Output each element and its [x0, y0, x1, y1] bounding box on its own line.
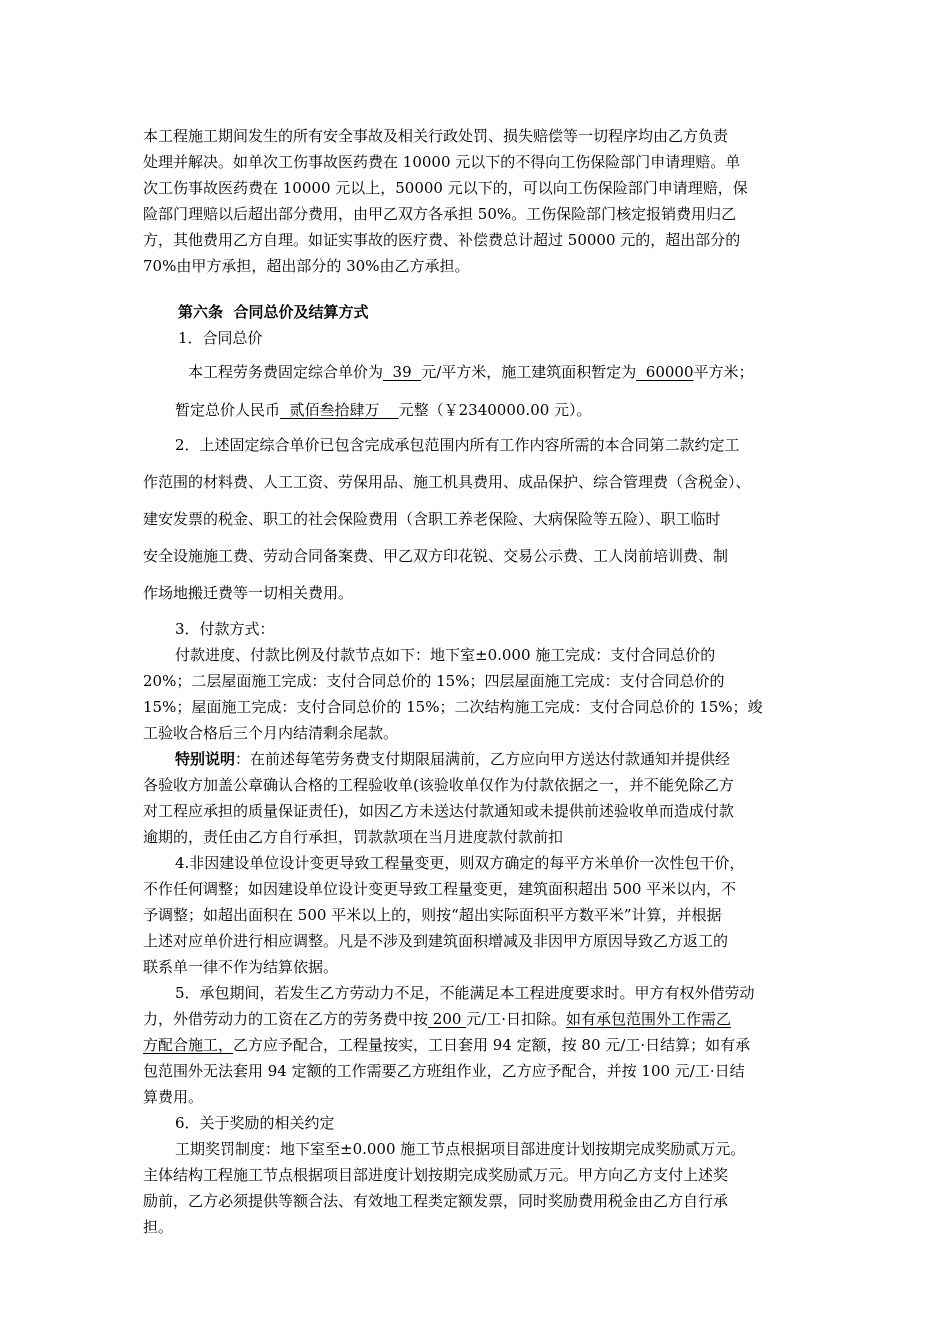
text-span: 力，外借劳动力的工资在乙方的劳务费中按	[143, 1010, 429, 1028]
text-line: 作场地搬迁费等一切相关费用。	[143, 584, 354, 602]
text-line: 上述对应单价进行相应调整。凡是不涉及到建筑面积增减及非因甲方原因导致乙方返工的	[143, 932, 729, 950]
price-line	[188, 362, 754, 382]
text-line: 予调整；如超出面积在 500 平米以上的，则按“超出实际面积平方数平米”计算，并根据	[143, 906, 722, 924]
price-text: 元整（￥2340000.00 元）。	[398, 401, 592, 419]
price-text: 平方米；	[693, 363, 754, 381]
labor-rate-line	[143, 1009, 731, 1029]
underlined-text: 如有承包范围外工作需乙	[566, 1010, 732, 1028]
text-line: 担。	[143, 1218, 174, 1236]
text-line: 付款进度、付款比例及付款节点如下：地下室±0.000 施工完成：支付合同总价的	[175, 646, 716, 664]
text-line: 励前，乙方必须提供等额合法、有效地工程类定额发票，同时奖励费用税金由乙方自行承	[143, 1192, 729, 1210]
text-line: 各验收方加盖公章确认合格的工程验收单(该验收单仅作为付款依据之一，并不能免除乙方	[143, 776, 734, 794]
text-line	[143, 1035, 750, 1055]
text-line: 工期奖罚制度：地下室至±0.000 施工节点根据项目部进度计划按期完成奖励贰万元。	[175, 1140, 746, 1158]
text-line: 处理并解决。如单次工伤事故医药费在 10000 元以下的不得向工伤保险部门申请理赔。单	[143, 153, 741, 171]
price-text: 本工程劳务费固定综合单价为	[188, 363, 384, 381]
text-line: 安全设施施工费、劳动合同备案费、甲乙双方印花锐、交易公示费、工人岗前培训费、制	[143, 547, 729, 565]
total-price-line	[175, 400, 592, 420]
text-line: 包范围外无法套用 94 定额的工作需要乙方班组作业，乙方应予配合，并按 100 元/工·日结	[143, 1062, 745, 1080]
text-line: 15%；屋面施工完成：支付合同总价的 15%；二次结构施工完成：支付合同总价的 15%；竣	[143, 698, 763, 716]
text-span: 乙方应予配合，工程量按实，工日套用 94 定额，按 80 元/工·日结算；如有承	[233, 1036, 751, 1054]
price-text: 元/平方米，施工建筑面积暂定为	[421, 363, 637, 381]
article-heading: 第六条 合同总价及结算方式	[178, 303, 369, 321]
text-line: 70%由甲方承担，超出部分的 30%由乙方承担。	[143, 257, 470, 275]
special-note-text: ：在前述每笔劳务费支付期限届满前，乙方应向甲方送达付款通知并提供经	[235, 750, 731, 768]
text-line: 险部门理赔以后超出部分费用，由甲乙双方各承担 50%。工伤保险部门核定报销费用归乙	[143, 205, 737, 223]
text-line: 联系单一律不作为结算依据。	[143, 958, 339, 976]
special-note-label: 特别说明	[175, 750, 236, 768]
special-note-line	[175, 749, 730, 769]
text-line: 2．上述固定综合单价已包含完成承包范围内所有工作内容所需的本合同第二款约定工	[175, 436, 740, 454]
amount-words-field: 贰佰叁拾肆万	[280, 401, 399, 419]
section-heading: 6．关于奖励的相关约定	[175, 1114, 335, 1132]
text-line: 5．承包期间，若发生乙方劳动力不足，不能满足本工程进度要求时。甲方有权外借劳动	[175, 984, 755, 1002]
labor-rate-field: 200	[428, 1010, 467, 1028]
text-line: 次工伤事故医药费在 10000 元以上，50000 元以下的，可以向工伤保险部门申请理赔，保	[143, 179, 748, 197]
text-line: 建安发票的税金、职工的社会保险费用（含职工养老保险、大病保险等五险）、职工临时	[143, 510, 721, 528]
text-line: 逾期的，责任由乙方自行承担，罚款款项在当月进度款付款前扣	[143, 828, 564, 846]
unit-price-field: 39	[383, 363, 422, 381]
area-field: 60000	[636, 363, 694, 381]
text-line: 4.非因建设单位设计变更导致工程量变更，则双方确定的每平方米单价一次性包干价，	[175, 854, 745, 872]
underlined-text: 方配合施工，	[143, 1036, 234, 1054]
section-heading: 3．付款方式：	[175, 620, 275, 638]
text-line: 本工程施工期间发生的所有安全事故及相关行政处罚、损失赔偿等一切程序均由乙方负责	[143, 127, 729, 145]
text-line: 算费用。	[143, 1088, 204, 1106]
text-line: 方，其他费用乙方自理。如证实事故的医疗费、补偿费总计超过 50000 元的，超出部分的	[143, 231, 741, 249]
section-heading: 1．合同总价	[178, 329, 263, 347]
text-line: 工验收合格后三个月内结清剩余尾款。	[143, 724, 399, 742]
price-text: 暂定总价人民币	[175, 401, 281, 419]
text-line: 对工程应承担的质量保证责任)，如因乙方未送达付款通知或未提供前述验收单而造成付款	[143, 802, 734, 820]
text-span: 元/工·日扣除。	[466, 1010, 567, 1028]
text-line: 20%；二层屋面施工完成：支付合同总价的 15%；四层屋面施工完成：支付合同总价的	[143, 672, 725, 690]
text-line: 不作任何调整；如因建设单位设计变更导致工程量变更，建筑面积超出 500 平米以内，不	[143, 880, 737, 898]
text-line: 主体结构工程施工节点根据项目部进度计划按期完成奖励贰万元。甲方向乙方支付上述奖	[143, 1166, 729, 1184]
text-line: 作范围的材料费、人工工资、劳保用品、施工机具费用、成品保护、综合管理费（含税金）、	[143, 473, 751, 491]
